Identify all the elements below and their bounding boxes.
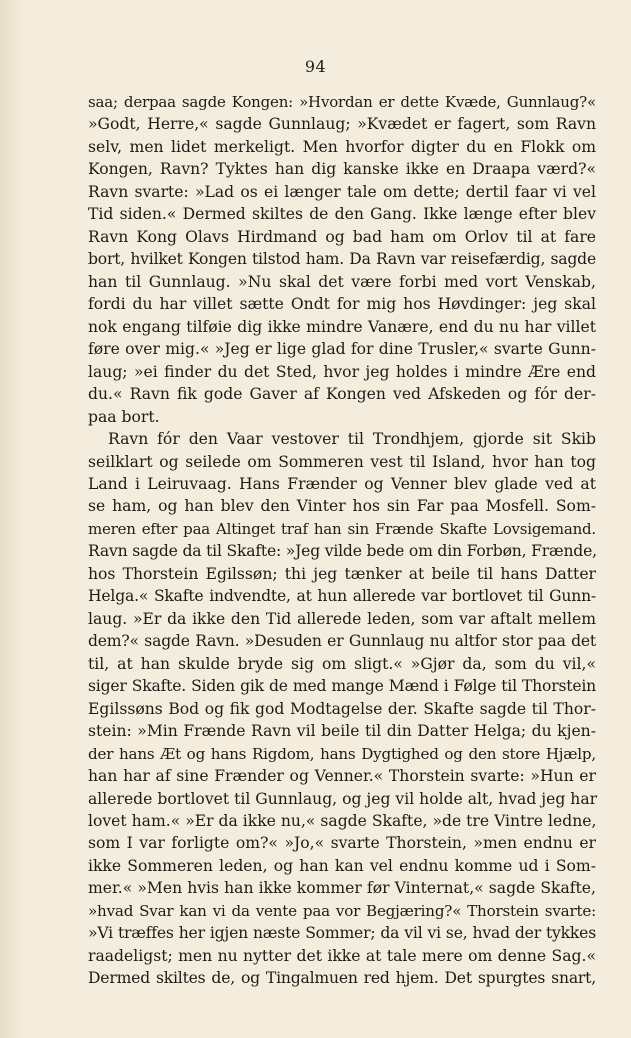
text-line: Tid siden.« Dermed skiltes de den Gang. Ikke længe efter blev	[88, 205, 596, 224]
text-line: Ravn sagde da til Skafte: »Jeg vilde bede om din Forbøn, Frænde,	[88, 542, 597, 561]
text-line: »Godt, Herre,« sagde Gunnlaug; »Kvædet er fagert, som Ravn	[88, 115, 596, 134]
text-line: der hans Æt og hans Rigdom, hans Dygtighed og den store Hjælp,	[88, 744, 596, 763]
text-line: Ravn fór den Vaar vestover til Trondhjem, gjorde sit Skib	[108, 430, 596, 449]
text-line: »hvad Svar kan vi da vente paa vor Begjæring?« Thorstein svarte:	[88, 901, 596, 920]
text-line: du.« Ravn fik gode Gaver af Kongen ved Afskeden og fór der-	[88, 385, 596, 404]
text-line: saa; derpaa sagde Kongen: »Hvordan er dette Kvæde, Gunnlaug?«	[88, 93, 596, 111]
text-line: føre over mig.« »Jeg er lige glad for dine Trusler,« svarte Gunn-	[88, 340, 596, 359]
text-line: se ham, og han blev den Vinter hos sin Far paa Mosfell. Som-	[88, 497, 596, 516]
text-line: Kongen, Ravn? Tyktes han dig kanske ikke en Draapa værd?«	[88, 160, 596, 179]
text-line: Helga.« Skafte indvendte, at hun allerede var bortlovet til Gunn-	[88, 587, 596, 606]
text-line: laug. »Er da ikke den Tid allerede leden, som var aftalt mellem	[88, 609, 596, 628]
text-line: allerede bortlovet til Gunnlaug, og jeg vil holde alt, hvad jeg har	[88, 789, 598, 808]
text-line: laug; »ei finder du det Sted, hvor jeg holdes i mindre Ære end	[88, 362, 596, 381]
text-line: mer.« »Men hvis han ikke kommer før Vinternat,« sagde Skafte,	[88, 879, 596, 898]
text-line: som I var forligte om?« »Jo,« svarte Thorstein, »men endnu er	[88, 834, 596, 853]
text-line: siger Skafte. Siden gik de med mange Mænd i Følge til Thorstein	[88, 677, 596, 696]
text-line: seilklart og seilede om Sommeren vest til Island, hvor han tog	[88, 452, 596, 471]
text-line: Ravn svarte: »Lad os ei længer tale om dette; dertil faar vi vel	[88, 182, 596, 201]
text-line: til, at han skulde bryde sig om sligt.« »Gjør da, som du vil,«	[88, 654, 596, 673]
text-line: Dermed skiltes de, og Tingalmuen red hjem. Det spurgtes snart,	[88, 969, 596, 988]
text-line: han har af sine Frænder og Venner.« Thorstein svarte: »Hun er	[88, 767, 596, 786]
text-line: meren efter paa Altinget traf han sin Frænde Skafte Lovsigemand.	[88, 519, 596, 538]
text-line: lovet ham.« »Er da ikke nu,« sagde Skafte, »de tre Vintre ledne,	[88, 812, 597, 830]
page-number: 94	[304, 57, 327, 76]
body-text	[88, 91, 596, 990]
text-line: han til Gunnlaug. »Nu skal det være forbi med vort Venskab,	[88, 272, 596, 291]
text-line: stein: »Min Frænde Ravn vil beile til din Datter Helga; du kjen-	[88, 722, 596, 741]
text-line: »Vi træffes her igjen næste Sommer; da vil vi se, hvad der tykkes	[88, 924, 596, 943]
text-line: Egilssøns Bod og fik god Modtagelse der. Skafte sagde til Thor-	[88, 699, 596, 718]
text-line: hos Thorstein Egilssøn; thi jeg tænker at beile til hans Datter	[88, 564, 596, 583]
text-line: selv, men lidet merkeligt. Men hvorfor digter du en Flokk om	[88, 137, 596, 156]
text-line: fordi du har villet sætte Ondt for mig hos Høvdinger: jeg skal	[88, 295, 596, 314]
text-line: Ravn Kong Olavs Hirdmand og bad ham om Orlov til at fare	[88, 227, 596, 246]
text-line: raadeligst; men nu nytter det ikke at tale mere om denne Sag.«	[88, 946, 596, 965]
text-line: dem?« sagde Ravn. »Desuden er Gunnlaug nu altfor stor paa det	[88, 632, 596, 651]
text-line: ikke Sommeren leden, og han kan vel endnu komme ud i Som-	[88, 856, 596, 875]
text-line: bort, hvilket Kongen tilstod ham. Da Ravn var reisefærdig, sagde	[88, 250, 596, 269]
text-line: Land i Leiruvaag. Hans Frænder og Venner blev glade ved at	[88, 474, 596, 493]
text-line: paa bort.	[88, 407, 160, 426]
page-edge-shadow	[0, 0, 22, 1038]
text-line: nok engang tilføie dig ikke mindre Vanære, end du nu har villet	[88, 317, 596, 336]
